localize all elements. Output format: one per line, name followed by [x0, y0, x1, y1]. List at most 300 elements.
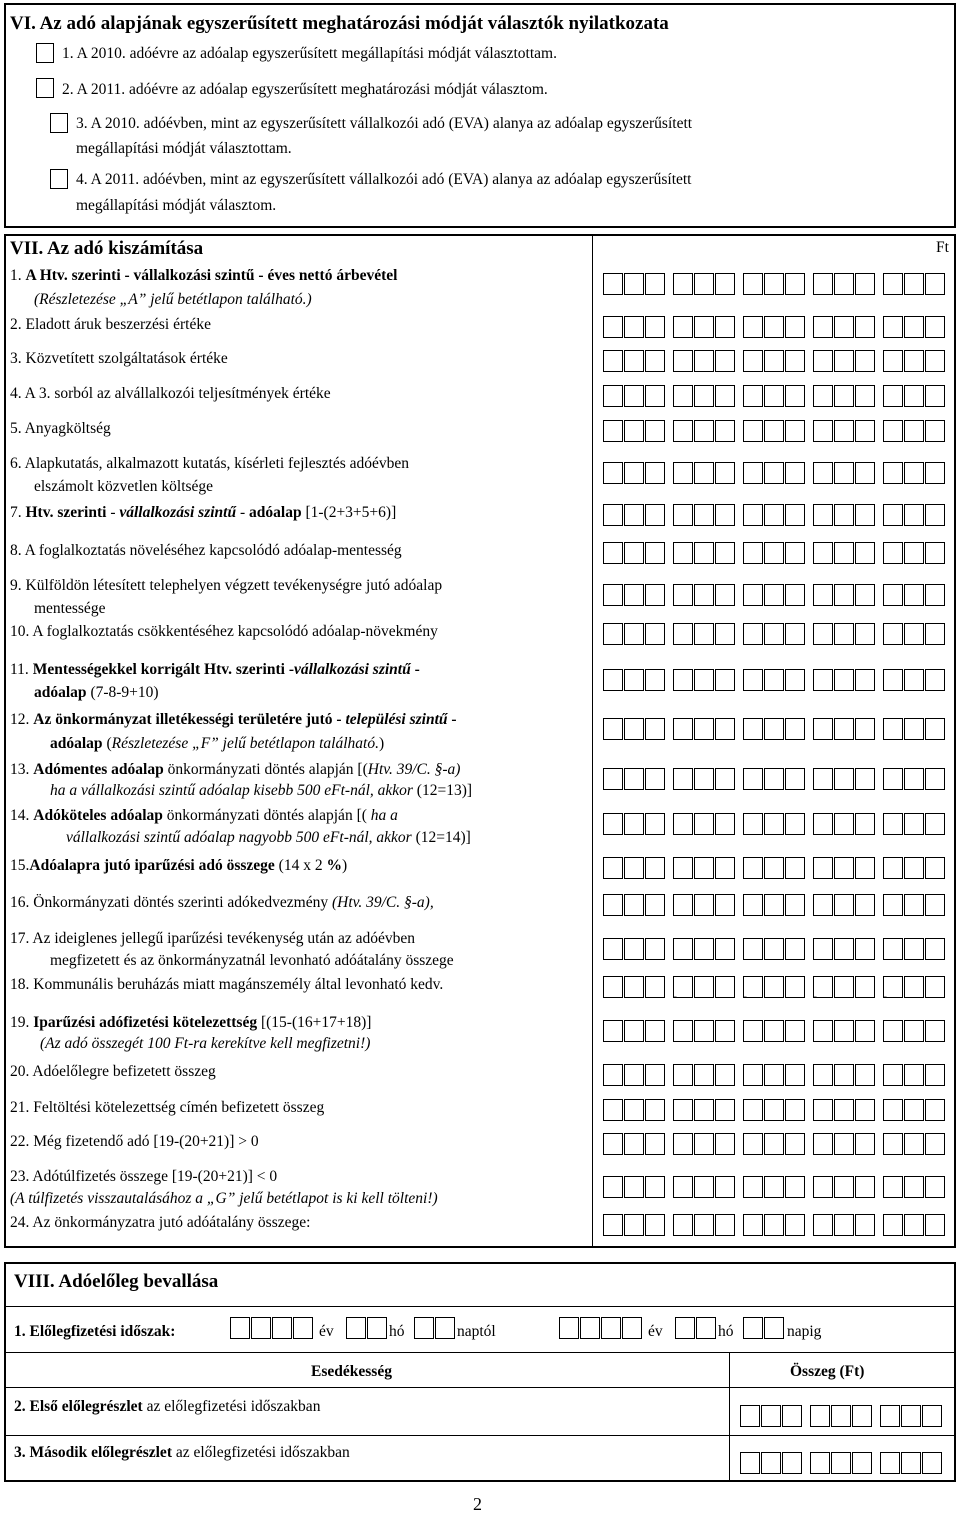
digit-cell[interactable]	[624, 1214, 644, 1236]
digit-cell[interactable]	[715, 718, 735, 740]
digit-cell[interactable]	[834, 894, 854, 916]
digit-cell[interactable]	[855, 1020, 875, 1042]
digit-cell[interactable]	[715, 976, 735, 998]
digit-cell[interactable]	[855, 857, 875, 879]
digit-cell[interactable]	[673, 938, 693, 960]
digit-cell[interactable]	[603, 1064, 623, 1086]
digit-cell[interactable]	[715, 1020, 735, 1042]
digit-cell[interactable]	[813, 420, 833, 442]
digit-cell[interactable]	[883, 542, 903, 564]
digit-cell[interactable]	[925, 1133, 945, 1155]
checkbox-4[interactable]	[50, 169, 68, 189]
digit-cell[interactable]	[925, 504, 945, 526]
digit-cell[interactable]	[764, 385, 784, 407]
digit-cell[interactable]	[694, 584, 714, 606]
digit-cell[interactable]	[813, 316, 833, 338]
digit-cell[interactable]	[813, 718, 833, 740]
digit-cell[interactable]	[603, 1020, 623, 1042]
digit-cell[interactable]	[645, 504, 665, 526]
digit-cell[interactable]	[743, 462, 763, 484]
digit-cell[interactable]	[673, 350, 693, 372]
digit-cell[interactable]	[715, 350, 735, 372]
digit-cell[interactable]	[743, 623, 763, 645]
digit-cell[interactable]	[603, 976, 623, 998]
digit-cell[interactable]	[715, 504, 735, 526]
digit-cell[interactable]	[925, 1020, 945, 1042]
digit-cell[interactable]	[673, 385, 693, 407]
digit-cell[interactable]	[694, 768, 714, 790]
digit-cell[interactable]	[904, 542, 924, 564]
digit-cell[interactable]	[645, 1176, 665, 1198]
digit-cell[interactable]	[834, 1064, 854, 1086]
digit-cell[interactable]	[673, 718, 693, 740]
digit-cell[interactable]	[715, 1099, 735, 1121]
digit-cell[interactable]	[813, 1099, 833, 1121]
digit-cell[interactable]	[624, 462, 644, 484]
digit-cell[interactable]	[694, 420, 714, 442]
digit-cell[interactable]	[785, 813, 805, 835]
digit-cell[interactable]	[834, 669, 854, 691]
digit-cell[interactable]	[831, 1405, 851, 1427]
digit-cell[interactable]	[645, 768, 665, 790]
amount-boxes-row-5[interactable]	[603, 420, 946, 442]
digit-cell[interactable]	[813, 768, 833, 790]
digit-cell[interactable]	[883, 1176, 903, 1198]
digit-cell[interactable]	[740, 1405, 760, 1427]
digit-cell[interactable]	[673, 273, 693, 295]
digit-cell[interactable]	[925, 813, 945, 835]
digit-cell[interactable]	[694, 350, 714, 372]
digit-cell[interactable]	[883, 1064, 903, 1086]
digit-cell[interactable]	[645, 894, 665, 916]
digit-cell[interactable]	[715, 1064, 735, 1086]
digit-cell[interactable]	[883, 768, 903, 790]
digit-cell[interactable]	[743, 350, 763, 372]
period-from-year[interactable]	[230, 1317, 314, 1339]
digit-cell[interactable]	[251, 1317, 271, 1339]
digit-cell[interactable]	[645, 813, 665, 835]
digit-cell[interactable]	[715, 584, 735, 606]
digit-cell[interactable]	[813, 938, 833, 960]
digit-cell[interactable]	[673, 768, 693, 790]
digit-cell[interactable]	[782, 1452, 802, 1474]
digit-cell[interactable]	[673, 462, 693, 484]
digit-cell[interactable]	[764, 938, 784, 960]
digit-cell[interactable]	[785, 420, 805, 442]
digit-cell[interactable]	[603, 462, 623, 484]
digit-cell[interactable]	[624, 1099, 644, 1121]
digit-cell[interactable]	[883, 623, 903, 645]
digit-cell[interactable]	[673, 669, 693, 691]
digit-cell[interactable]	[743, 1317, 763, 1339]
digit-cell[interactable]	[624, 938, 644, 960]
digit-cell[interactable]	[883, 669, 903, 691]
digit-cell[interactable]	[764, 1214, 784, 1236]
digit-cell[interactable]	[834, 1020, 854, 1042]
digit-cell[interactable]	[694, 813, 714, 835]
digit-cell[interactable]	[743, 584, 763, 606]
digit-cell[interactable]	[764, 1064, 784, 1086]
installment-2-amount[interactable]	[740, 1452, 943, 1474]
amount-boxes-row-15[interactable]	[603, 857, 946, 879]
digit-cell[interactable]	[883, 350, 903, 372]
digit-cell[interactable]	[904, 273, 924, 295]
digit-cell[interactable]	[743, 894, 763, 916]
digit-cell[interactable]	[855, 316, 875, 338]
digit-cell[interactable]	[603, 542, 623, 564]
digit-cell[interactable]	[694, 1176, 714, 1198]
digit-cell[interactable]	[855, 1176, 875, 1198]
digit-cell[interactable]	[855, 938, 875, 960]
digit-cell[interactable]	[645, 584, 665, 606]
digit-cell[interactable]	[764, 857, 784, 879]
digit-cell[interactable]	[743, 316, 763, 338]
digit-cell[interactable]	[764, 504, 784, 526]
digit-cell[interactable]	[785, 1064, 805, 1086]
digit-cell[interactable]	[813, 813, 833, 835]
digit-cell[interactable]	[230, 1317, 250, 1339]
digit-cell[interactable]	[904, 385, 924, 407]
digit-cell[interactable]	[813, 542, 833, 564]
amount-boxes-row-7[interactable]	[603, 504, 946, 526]
digit-cell[interactable]	[904, 1133, 924, 1155]
digit-cell[interactable]	[831, 1452, 851, 1474]
digit-cell[interactable]	[673, 542, 693, 564]
digit-cell[interactable]	[715, 1214, 735, 1236]
digit-cell[interactable]	[764, 273, 784, 295]
digit-cell[interactable]	[673, 1020, 693, 1042]
digit-cell[interactable]	[813, 584, 833, 606]
digit-cell[interactable]	[904, 316, 924, 338]
digit-cell[interactable]	[764, 1099, 784, 1121]
digit-cell[interactable]	[904, 768, 924, 790]
digit-cell[interactable]	[904, 623, 924, 645]
digit-cell[interactable]	[880, 1405, 900, 1427]
digit-cell[interactable]	[904, 976, 924, 998]
digit-cell[interactable]	[346, 1317, 366, 1339]
digit-cell[interactable]	[715, 623, 735, 645]
digit-cell[interactable]	[603, 385, 623, 407]
digit-cell[interactable]	[785, 504, 805, 526]
digit-cell[interactable]	[834, 542, 854, 564]
digit-cell[interactable]	[785, 1214, 805, 1236]
digit-cell[interactable]	[834, 273, 854, 295]
digit-cell[interactable]	[694, 1133, 714, 1155]
amount-boxes-row-20[interactable]	[603, 1064, 946, 1086]
digit-cell[interactable]	[694, 542, 714, 564]
amount-boxes-row-10[interactable]	[603, 623, 946, 645]
digit-cell[interactable]	[743, 1064, 763, 1086]
digit-cell[interactable]	[904, 894, 924, 916]
digit-cell[interactable]	[645, 420, 665, 442]
digit-cell[interactable]	[764, 976, 784, 998]
digit-cell[interactable]	[694, 273, 714, 295]
digit-cell[interactable]	[855, 669, 875, 691]
digit-cell[interactable]	[904, 938, 924, 960]
digit-cell[interactable]	[743, 1133, 763, 1155]
digit-cell[interactable]	[904, 584, 924, 606]
digit-cell[interactable]	[764, 1020, 784, 1042]
digit-cell[interactable]	[813, 504, 833, 526]
digit-cell[interactable]	[764, 350, 784, 372]
digit-cell[interactable]	[603, 1099, 623, 1121]
amount-boxes-row-12[interactable]	[603, 718, 946, 740]
amount-boxes-row-22[interactable]	[603, 1133, 946, 1155]
digit-cell[interactable]	[764, 894, 784, 916]
digit-cell[interactable]	[603, 1176, 623, 1198]
checkbox-1[interactable]	[36, 43, 54, 63]
digit-cell[interactable]	[925, 385, 945, 407]
digit-cell[interactable]	[694, 385, 714, 407]
digit-cell[interactable]	[925, 462, 945, 484]
amount-boxes-row-17[interactable]	[603, 938, 946, 960]
digit-cell[interactable]	[925, 938, 945, 960]
amount-boxes-row-11[interactable]	[603, 669, 946, 691]
digit-cell[interactable]	[764, 1133, 784, 1155]
digit-cell[interactable]	[645, 1214, 665, 1236]
digit-cell[interactable]	[925, 273, 945, 295]
digit-cell[interactable]	[645, 669, 665, 691]
digit-cell[interactable]	[834, 584, 854, 606]
digit-cell[interactable]	[813, 273, 833, 295]
digit-cell[interactable]	[694, 976, 714, 998]
digit-cell[interactable]	[785, 669, 805, 691]
digit-cell[interactable]	[603, 669, 623, 691]
digit-cell[interactable]	[645, 316, 665, 338]
digit-cell[interactable]	[694, 316, 714, 338]
digit-cell[interactable]	[834, 462, 854, 484]
digit-cell[interactable]	[764, 813, 784, 835]
digit-cell[interactable]	[764, 1317, 784, 1339]
digit-cell[interactable]	[813, 1176, 833, 1198]
digit-cell[interactable]	[761, 1452, 781, 1474]
digit-cell[interactable]	[810, 1452, 830, 1474]
digit-cell[interactable]	[852, 1405, 872, 1427]
digit-cell[interactable]	[883, 1133, 903, 1155]
digit-cell[interactable]	[904, 1064, 924, 1086]
digit-cell[interactable]	[813, 857, 833, 879]
digit-cell[interactable]	[813, 462, 833, 484]
digit-cell[interactable]	[925, 420, 945, 442]
digit-cell[interactable]	[673, 623, 693, 645]
digit-cell[interactable]	[603, 768, 623, 790]
digit-cell[interactable]	[673, 504, 693, 526]
amount-boxes-row-6[interactable]	[603, 462, 946, 484]
digit-cell[interactable]	[925, 623, 945, 645]
digit-cell[interactable]	[694, 857, 714, 879]
digit-cell[interactable]	[785, 857, 805, 879]
digit-cell[interactable]	[834, 1099, 854, 1121]
digit-cell[interactable]	[834, 768, 854, 790]
digit-cell[interactable]	[785, 768, 805, 790]
digit-cell[interactable]	[834, 385, 854, 407]
digit-cell[interactable]	[785, 1099, 805, 1121]
digit-cell[interactable]	[715, 938, 735, 960]
digit-cell[interactable]	[624, 623, 644, 645]
digit-cell[interactable]	[834, 420, 854, 442]
digit-cell[interactable]	[855, 1214, 875, 1236]
digit-cell[interactable]	[715, 316, 735, 338]
digit-cell[interactable]	[675, 1317, 695, 1339]
digit-cell[interactable]	[761, 1405, 781, 1427]
digit-cell[interactable]	[855, 462, 875, 484]
period-from-month[interactable]	[346, 1317, 388, 1339]
digit-cell[interactable]	[785, 273, 805, 295]
digit-cell[interactable]	[925, 768, 945, 790]
digit-cell[interactable]	[624, 1176, 644, 1198]
digit-cell[interactable]	[715, 894, 735, 916]
digit-cell[interactable]	[834, 1176, 854, 1198]
digit-cell[interactable]	[855, 350, 875, 372]
digit-cell[interactable]	[645, 273, 665, 295]
digit-cell[interactable]	[764, 420, 784, 442]
digit-cell[interactable]	[694, 938, 714, 960]
period-to-month[interactable]	[675, 1317, 717, 1339]
digit-cell[interactable]	[785, 976, 805, 998]
digit-cell[interactable]	[624, 857, 644, 879]
digit-cell[interactable]	[925, 857, 945, 879]
digit-cell[interactable]	[715, 273, 735, 295]
digit-cell[interactable]	[834, 813, 854, 835]
digit-cell[interactable]	[694, 504, 714, 526]
digit-cell[interactable]	[764, 316, 784, 338]
digit-cell[interactable]	[603, 350, 623, 372]
digit-cell[interactable]	[715, 385, 735, 407]
digit-cell[interactable]	[743, 938, 763, 960]
digit-cell[interactable]	[785, 316, 805, 338]
checkbox-3[interactable]	[50, 113, 68, 133]
digit-cell[interactable]	[883, 273, 903, 295]
digit-cell[interactable]	[925, 542, 945, 564]
digit-cell[interactable]	[813, 623, 833, 645]
digit-cell[interactable]	[855, 813, 875, 835]
period-to-day[interactable]	[743, 1317, 785, 1339]
digit-cell[interactable]	[694, 718, 714, 740]
digit-cell[interactable]	[694, 623, 714, 645]
digit-cell[interactable]	[785, 1020, 805, 1042]
digit-cell[interactable]	[764, 768, 784, 790]
digit-cell[interactable]	[743, 1176, 763, 1198]
digit-cell[interactable]	[645, 385, 665, 407]
digit-cell[interactable]	[904, 857, 924, 879]
digit-cell[interactable]	[624, 504, 644, 526]
digit-cell[interactable]	[855, 1133, 875, 1155]
digit-cell[interactable]	[764, 462, 784, 484]
amount-boxes-row-18[interactable]	[603, 976, 946, 998]
digit-cell[interactable]	[925, 718, 945, 740]
digit-cell[interactable]	[904, 1214, 924, 1236]
digit-cell[interactable]	[785, 350, 805, 372]
amount-boxes-row-9[interactable]	[603, 584, 946, 606]
amount-boxes-row-3[interactable]	[603, 350, 946, 372]
digit-cell[interactable]	[673, 584, 693, 606]
digit-cell[interactable]	[904, 1176, 924, 1198]
digit-cell[interactable]	[813, 385, 833, 407]
digit-cell[interactable]	[883, 1020, 903, 1042]
digit-cell[interactable]	[834, 350, 854, 372]
digit-cell[interactable]	[645, 1020, 665, 1042]
digit-cell[interactable]	[603, 938, 623, 960]
digit-cell[interactable]	[925, 1214, 945, 1236]
digit-cell[interactable]	[904, 1020, 924, 1042]
digit-cell[interactable]	[925, 584, 945, 606]
amount-boxes-row-16[interactable]	[603, 894, 946, 916]
digit-cell[interactable]	[603, 504, 623, 526]
digit-cell[interactable]	[764, 669, 784, 691]
digit-cell[interactable]	[603, 813, 623, 835]
digit-cell[interactable]	[925, 976, 945, 998]
digit-cell[interactable]	[855, 504, 875, 526]
digit-cell[interactable]	[673, 857, 693, 879]
digit-cell[interactable]	[645, 1064, 665, 1086]
digit-cell[interactable]	[834, 316, 854, 338]
digit-cell[interactable]	[624, 1064, 644, 1086]
digit-cell[interactable]	[764, 584, 784, 606]
digit-cell[interactable]	[603, 273, 623, 295]
digit-cell[interactable]	[603, 1214, 623, 1236]
digit-cell[interactable]	[603, 623, 623, 645]
digit-cell[interactable]	[901, 1405, 921, 1427]
digit-cell[interactable]	[904, 718, 924, 740]
digit-cell[interactable]	[624, 273, 644, 295]
digit-cell[interactable]	[293, 1317, 313, 1339]
digit-cell[interactable]	[764, 1176, 784, 1198]
digit-cell[interactable]	[624, 316, 644, 338]
digit-cell[interactable]	[785, 623, 805, 645]
digit-cell[interactable]	[785, 718, 805, 740]
digit-cell[interactable]	[601, 1317, 621, 1339]
digit-cell[interactable]	[645, 350, 665, 372]
digit-cell[interactable]	[925, 894, 945, 916]
digit-cell[interactable]	[743, 669, 763, 691]
digit-cell[interactable]	[743, 768, 763, 790]
digit-cell[interactable]	[624, 718, 644, 740]
digit-cell[interactable]	[645, 542, 665, 564]
digit-cell[interactable]	[694, 1214, 714, 1236]
digit-cell[interactable]	[883, 718, 903, 740]
digit-cell[interactable]	[694, 669, 714, 691]
digit-cell[interactable]	[743, 1020, 763, 1042]
digit-cell[interactable]	[715, 1133, 735, 1155]
digit-cell[interactable]	[883, 420, 903, 442]
installment-1-amount[interactable]	[740, 1405, 943, 1427]
digit-cell[interactable]	[603, 894, 623, 916]
digit-cell[interactable]	[785, 1133, 805, 1155]
digit-cell[interactable]	[883, 316, 903, 338]
digit-cell[interactable]	[743, 504, 763, 526]
checkbox-2[interactable]	[36, 78, 54, 98]
digit-cell[interactable]	[855, 1099, 875, 1121]
digit-cell[interactable]	[715, 857, 735, 879]
digit-cell[interactable]	[810, 1405, 830, 1427]
digit-cell[interactable]	[834, 857, 854, 879]
digit-cell[interactable]	[624, 1133, 644, 1155]
digit-cell[interactable]	[743, 420, 763, 442]
digit-cell[interactable]	[785, 462, 805, 484]
digit-cell[interactable]	[922, 1452, 942, 1474]
digit-cell[interactable]	[785, 542, 805, 564]
digit-cell[interactable]	[925, 316, 945, 338]
digit-cell[interactable]	[813, 669, 833, 691]
digit-cell[interactable]	[715, 768, 735, 790]
amount-boxes-row-19[interactable]	[603, 1020, 946, 1042]
digit-cell[interactable]	[603, 420, 623, 442]
digit-cell[interactable]	[785, 1176, 805, 1198]
digit-cell[interactable]	[715, 420, 735, 442]
digit-cell[interactable]	[855, 385, 875, 407]
digit-cell[interactable]	[715, 542, 735, 564]
digit-cell[interactable]	[855, 584, 875, 606]
